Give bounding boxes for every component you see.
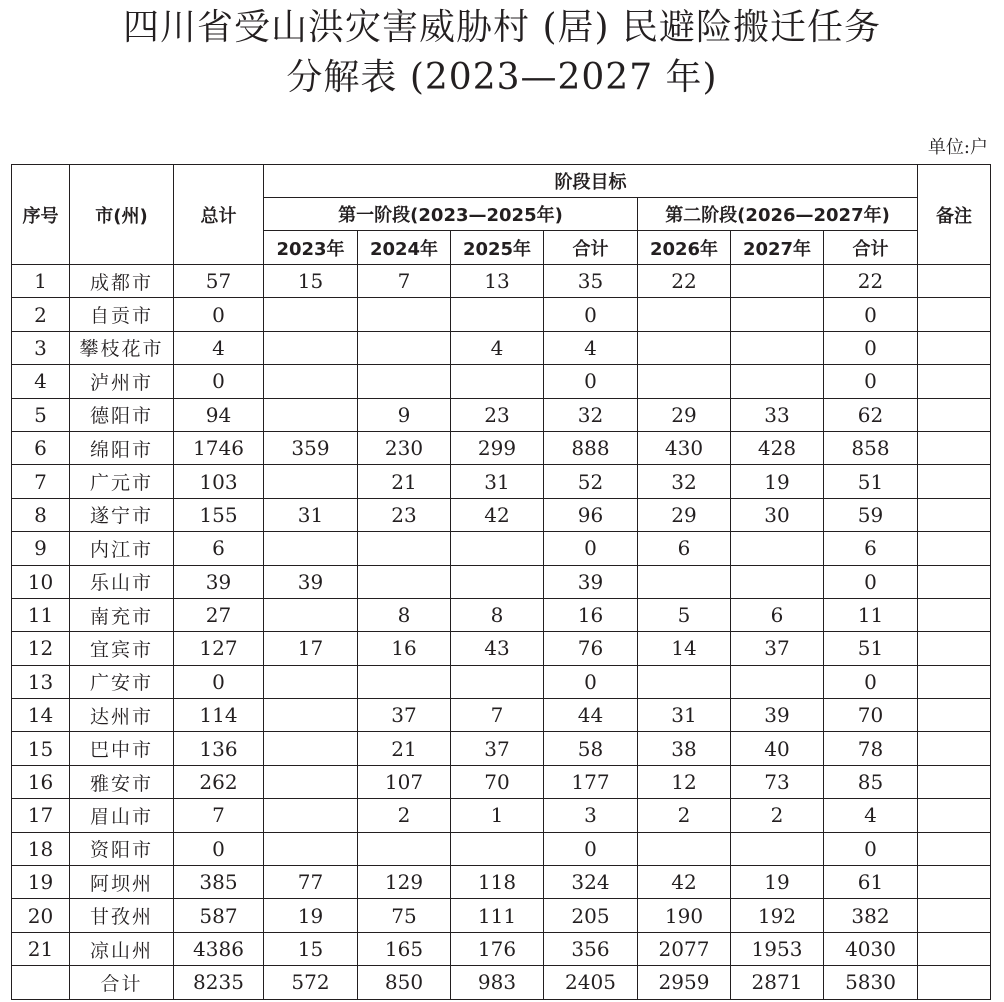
row-2024-cell: [358, 665, 451, 698]
row-2024-cell: 16: [358, 632, 451, 665]
header-subtotal-1: 合计: [544, 231, 638, 265]
row-2026-cell: 12: [638, 765, 731, 798]
table-row: [12, 832, 991, 865]
row-2024-cell: [358, 832, 451, 865]
row-subtotal-1-cell: 0: [544, 365, 638, 398]
row-2025-cell: 4: [451, 331, 544, 364]
table-row: [12, 732, 991, 765]
row-subtotal-2-cell: 382: [824, 899, 918, 932]
row-2024-cell: 21: [358, 732, 451, 765]
row-seq-cell: 8: [12, 498, 70, 531]
row-2027-cell: 1953: [731, 932, 824, 965]
row-total-cell: 1746: [174, 431, 264, 464]
table-row: [12, 932, 991, 965]
table-row: [12, 298, 991, 331]
row-subtotal-1-cell: 0: [544, 532, 638, 565]
row-subtotal-1-cell: 39: [544, 565, 638, 598]
row-remark-cell: [918, 431, 991, 464]
row-total-cell: 57: [174, 265, 264, 298]
row-subtotal-1-cell: 177: [544, 765, 638, 798]
row-city-cell: 达州市: [70, 699, 174, 732]
row-2025-cell: [451, 298, 544, 331]
row-2023-cell: 77: [264, 866, 358, 899]
table-body: [12, 265, 991, 1000]
row-total-cell: 39: [174, 565, 264, 598]
row-2023-cell: 359: [264, 431, 358, 464]
row-2023-cell: [264, 465, 358, 498]
header-2026: 2026年: [638, 231, 731, 265]
header-2023: 2023年: [264, 231, 358, 265]
row-remark-cell: [918, 465, 991, 498]
row-2026-cell: 5: [638, 598, 731, 631]
table-row: [12, 699, 991, 732]
row-city-cell: 甘孜州: [70, 899, 174, 932]
row-total-cell: 0: [174, 365, 264, 398]
row-city-cell: 眉山市: [70, 799, 174, 832]
row-city-cell: 阿坝州: [70, 866, 174, 899]
row-seq-cell: 14: [12, 699, 70, 732]
row-2026-cell: [638, 365, 731, 398]
row-2026-cell: [638, 298, 731, 331]
table-row: [12, 899, 991, 932]
unit-label: 单位:户: [927, 137, 988, 158]
total-cell: 8235: [174, 966, 264, 999]
total-cell: 5830: [824, 966, 918, 999]
total-label: 合计: [70, 966, 174, 999]
row-2025-cell: 111: [451, 899, 544, 932]
row-seq-cell: 20: [12, 899, 70, 932]
row-remark-cell: [918, 732, 991, 765]
row-2026-cell: 29: [638, 498, 731, 531]
table-row: [12, 398, 991, 431]
row-2026-cell: [638, 665, 731, 698]
row-2024-cell: 2: [358, 799, 451, 832]
table-row: [12, 532, 991, 565]
row-seq-cell: 4: [12, 365, 70, 398]
row-2024-cell: 129: [358, 866, 451, 899]
row-remark-cell: [918, 398, 991, 431]
table-row: [12, 665, 991, 698]
row-subtotal-1-cell: 58: [544, 732, 638, 765]
row-2025-cell: [451, 565, 544, 598]
header-2025: 2025年: [451, 231, 544, 265]
header-total: 总计: [174, 165, 264, 265]
row-2023-cell: [264, 799, 358, 832]
row-2027-cell: 33: [731, 398, 824, 431]
row-2024-cell: 23: [358, 498, 451, 531]
total-seq-cell: [12, 966, 70, 999]
row-2027-cell: [731, 565, 824, 598]
row-2027-cell: 6: [731, 598, 824, 631]
table-row: [12, 365, 991, 398]
table-row: [12, 632, 991, 665]
row-seq-cell: 15: [12, 732, 70, 765]
row-2025-cell: 37: [451, 732, 544, 765]
row-2027-cell: 19: [731, 866, 824, 899]
row-total-cell: 4: [174, 331, 264, 364]
row-remark-cell: [918, 365, 991, 398]
row-city-cell: 巴中市: [70, 732, 174, 765]
row-2026-cell: 430: [638, 431, 731, 464]
row-2025-cell: 1: [451, 799, 544, 832]
total-cell: 983: [451, 966, 544, 999]
row-remark-cell: [918, 899, 991, 932]
total-cell: 2405: [544, 966, 638, 999]
row-subtotal-2-cell: 4030: [824, 932, 918, 965]
row-2023-cell: [264, 765, 358, 798]
row-remark-cell: [918, 565, 991, 598]
row-city-cell: 内江市: [70, 532, 174, 565]
row-total-cell: 262: [174, 765, 264, 798]
row-2025-cell: 13: [451, 265, 544, 298]
row-city-cell: 广安市: [70, 665, 174, 698]
row-subtotal-2-cell: 6: [824, 532, 918, 565]
table-row: [12, 598, 991, 631]
row-2023-cell: [264, 699, 358, 732]
row-remark-cell: [918, 632, 991, 665]
row-seq-cell: 6: [12, 431, 70, 464]
row-total-cell: 587: [174, 899, 264, 932]
row-subtotal-1-cell: 32: [544, 398, 638, 431]
title-line-1: 四川省受山洪灾害威胁村 (居) 民避险搬迁任务: [123, 7, 881, 48]
row-subtotal-1-cell: 44: [544, 699, 638, 732]
row-remark-cell: [918, 598, 991, 631]
total-remark-cell: [918, 966, 991, 999]
row-city-cell: 乐山市: [70, 565, 174, 598]
row-2026-cell: 14: [638, 632, 731, 665]
row-2027-cell: 19: [731, 465, 824, 498]
total-cell: 850: [358, 966, 451, 999]
row-2023-cell: [264, 732, 358, 765]
row-2024-cell: 107: [358, 765, 451, 798]
row-subtotal-2-cell: 70: [824, 699, 918, 732]
row-seq-cell: 19: [12, 866, 70, 899]
row-subtotal-2-cell: 22: [824, 265, 918, 298]
row-remark-cell: [918, 665, 991, 698]
row-2023-cell: 19: [264, 899, 358, 932]
row-2026-cell: 190: [638, 899, 731, 932]
row-subtotal-2-cell: 78: [824, 732, 918, 765]
title-line-2: 分解表 (2023—2027 年): [286, 57, 718, 98]
row-seq-cell: 3: [12, 331, 70, 364]
row-2026-cell: 6: [638, 532, 731, 565]
row-2027-cell: 40: [731, 732, 824, 765]
header-city: 市(州): [70, 165, 174, 265]
row-seq-cell: 5: [12, 398, 70, 431]
row-city-cell: 泸州市: [70, 365, 174, 398]
row-2023-cell: 39: [264, 565, 358, 598]
row-total-cell: 155: [174, 498, 264, 531]
row-subtotal-1-cell: 96: [544, 498, 638, 531]
row-2023-cell: [264, 832, 358, 865]
row-2027-cell: [731, 532, 824, 565]
row-2026-cell: 32: [638, 465, 731, 498]
row-2023-cell: 15: [264, 265, 358, 298]
row-city-cell: 广元市: [70, 465, 174, 498]
row-remark-cell: [918, 331, 991, 364]
row-city-cell: 南充市: [70, 598, 174, 631]
header-stage-target: 阶段目标: [264, 165, 918, 198]
row-subtotal-2-cell: 0: [824, 365, 918, 398]
row-total-cell: 27: [174, 598, 264, 631]
row-subtotal-2-cell: 858: [824, 431, 918, 464]
row-2023-cell: [264, 298, 358, 331]
row-2026-cell: 42: [638, 866, 731, 899]
table-row: [12, 465, 991, 498]
row-2026-cell: 2: [638, 799, 731, 832]
row-city-cell: 德阳市: [70, 398, 174, 431]
row-subtotal-2-cell: 0: [824, 565, 918, 598]
row-2027-cell: 39: [731, 699, 824, 732]
row-seq-cell: 16: [12, 765, 70, 798]
header-remark: 备注: [918, 165, 991, 265]
row-2025-cell: 42: [451, 498, 544, 531]
row-subtotal-2-cell: 62: [824, 398, 918, 431]
row-2027-cell: 428: [731, 431, 824, 464]
row-remark-cell: [918, 699, 991, 732]
row-2027-cell: [731, 265, 824, 298]
row-subtotal-1-cell: 4: [544, 331, 638, 364]
row-2025-cell: 7: [451, 699, 544, 732]
row-2024-cell: [358, 298, 451, 331]
table-row: [12, 866, 991, 899]
row-2025-cell: 31: [451, 465, 544, 498]
row-city-cell: 成都市: [70, 265, 174, 298]
row-subtotal-2-cell: 85: [824, 765, 918, 798]
row-2025-cell: [451, 532, 544, 565]
header-stage-1: 第一阶段(2023—2025年): [264, 198, 638, 231]
row-2027-cell: [731, 665, 824, 698]
row-city-cell: 凉山州: [70, 932, 174, 965]
row-seq-cell: 10: [12, 565, 70, 598]
table-row: [12, 799, 991, 832]
row-2024-cell: 230: [358, 431, 451, 464]
row-seq-cell: 18: [12, 832, 70, 865]
table-row: [12, 431, 991, 464]
row-2024-cell: 7: [358, 265, 451, 298]
row-2024-cell: 165: [358, 932, 451, 965]
row-2025-cell: 176: [451, 932, 544, 965]
row-2024-cell: 8: [358, 598, 451, 631]
row-2025-cell: [451, 365, 544, 398]
row-subtotal-1-cell: 356: [544, 932, 638, 965]
row-remark-cell: [918, 498, 991, 531]
row-2023-cell: [264, 331, 358, 364]
row-2024-cell: [358, 532, 451, 565]
row-2026-cell: 31: [638, 699, 731, 732]
row-subtotal-1-cell: 52: [544, 465, 638, 498]
header-subtotal-2: 合计: [824, 231, 918, 265]
row-remark-cell: [918, 265, 991, 298]
row-2026-cell: 29: [638, 398, 731, 431]
row-subtotal-2-cell: 0: [824, 298, 918, 331]
row-remark-cell: [918, 866, 991, 899]
row-2024-cell: 37: [358, 699, 451, 732]
row-2025-cell: 299: [451, 431, 544, 464]
row-remark-cell: [918, 799, 991, 832]
row-total-cell: 385: [174, 866, 264, 899]
row-2023-cell: 31: [264, 498, 358, 531]
row-2023-cell: [264, 532, 358, 565]
header-seq: 序号: [12, 165, 70, 265]
row-total-cell: 103: [174, 465, 264, 498]
row-total-cell: 6: [174, 532, 264, 565]
row-city-cell: 雅安市: [70, 765, 174, 798]
row-subtotal-1-cell: 35: [544, 265, 638, 298]
row-seq-cell: 11: [12, 598, 70, 631]
row-2026-cell: [638, 331, 731, 364]
row-subtotal-1-cell: 205: [544, 899, 638, 932]
table-row: [12, 498, 991, 531]
row-subtotal-1-cell: 888: [544, 431, 638, 464]
row-2027-cell: [731, 832, 824, 865]
row-seq-cell: 9: [12, 532, 70, 565]
row-subtotal-1-cell: 16: [544, 598, 638, 631]
row-2023-cell: 15: [264, 932, 358, 965]
row-2027-cell: 37: [731, 632, 824, 665]
row-2023-cell: [264, 665, 358, 698]
row-seq-cell: 17: [12, 799, 70, 832]
row-city-cell: 自贡市: [70, 298, 174, 331]
row-2025-cell: [451, 665, 544, 698]
row-2027-cell: [731, 298, 824, 331]
row-total-cell: 0: [174, 832, 264, 865]
row-2026-cell: 2077: [638, 932, 731, 965]
row-2027-cell: 30: [731, 498, 824, 531]
row-2025-cell: 23: [451, 398, 544, 431]
row-2027-cell: [731, 365, 824, 398]
row-2023-cell: [264, 398, 358, 431]
row-2024-cell: 75: [358, 899, 451, 932]
row-remark-cell: [918, 532, 991, 565]
header-2027: 2027年: [731, 231, 824, 265]
total-cell: 2959: [638, 966, 731, 999]
row-subtotal-2-cell: 51: [824, 465, 918, 498]
row-2024-cell: 21: [358, 465, 451, 498]
row-2026-cell: [638, 832, 731, 865]
row-city-cell: 攀枝花市: [70, 331, 174, 364]
row-subtotal-2-cell: 59: [824, 498, 918, 531]
row-subtotal-1-cell: 3: [544, 799, 638, 832]
row-total-cell: 0: [174, 665, 264, 698]
row-total-cell: 4386: [174, 932, 264, 965]
row-subtotal-2-cell: 61: [824, 866, 918, 899]
row-2024-cell: 9: [358, 398, 451, 431]
row-subtotal-2-cell: 11: [824, 598, 918, 631]
row-2023-cell: [264, 598, 358, 631]
row-seq-cell: 2: [12, 298, 70, 331]
row-remark-cell: [918, 765, 991, 798]
row-city-cell: 遂宁市: [70, 498, 174, 531]
row-total-cell: 127: [174, 632, 264, 665]
row-remark-cell: [918, 832, 991, 865]
total-cell: 572: [264, 966, 358, 999]
row-remark-cell: [918, 932, 991, 965]
row-total-cell: 7: [174, 799, 264, 832]
row-2027-cell: [731, 331, 824, 364]
row-remark-cell: [918, 298, 991, 331]
row-2025-cell: 43: [451, 632, 544, 665]
row-seq-cell: 21: [12, 932, 70, 965]
row-subtotal-2-cell: 0: [824, 832, 918, 865]
row-2026-cell: [638, 565, 731, 598]
row-city-cell: 资阳市: [70, 832, 174, 865]
row-2025-cell: 8: [451, 598, 544, 631]
row-subtotal-1-cell: 0: [544, 665, 638, 698]
row-seq-cell: 1: [12, 265, 70, 298]
row-2025-cell: [451, 832, 544, 865]
row-total-cell: 136: [174, 732, 264, 765]
table-row: [12, 331, 991, 364]
table-row: [12, 565, 991, 598]
row-2024-cell: [358, 565, 451, 598]
row-subtotal-2-cell: 51: [824, 632, 918, 665]
row-2027-cell: 192: [731, 899, 824, 932]
row-subtotal-2-cell: 4: [824, 799, 918, 832]
row-seq-cell: 13: [12, 665, 70, 698]
row-city-cell: 宜宾市: [70, 632, 174, 665]
total-cell: 2871: [731, 966, 824, 999]
header-stage-2: 第二阶段(2026—2027年): [638, 198, 918, 231]
row-2027-cell: 73: [731, 765, 824, 798]
row-seq-cell: 7: [12, 465, 70, 498]
row-subtotal-1-cell: 76: [544, 632, 638, 665]
task-table: [11, 164, 991, 1000]
row-subtotal-1-cell: 324: [544, 866, 638, 899]
row-2024-cell: [358, 331, 451, 364]
row-total-cell: 114: [174, 699, 264, 732]
row-2026-cell: 22: [638, 265, 731, 298]
total-row: [12, 966, 991, 999]
row-2027-cell: 2: [731, 799, 824, 832]
table-row: [12, 765, 991, 798]
row-2025-cell: 118: [451, 866, 544, 899]
row-subtotal-2-cell: 0: [824, 331, 918, 364]
row-subtotal-2-cell: 0: [824, 665, 918, 698]
row-subtotal-1-cell: 0: [544, 298, 638, 331]
row-2024-cell: [358, 365, 451, 398]
row-city-cell: 绵阳市: [70, 431, 174, 464]
row-total-cell: 94: [174, 398, 264, 431]
row-2025-cell: 70: [451, 765, 544, 798]
row-2026-cell: 38: [638, 732, 731, 765]
row-total-cell: 0: [174, 298, 264, 331]
row-subtotal-1-cell: 0: [544, 832, 638, 865]
row-seq-cell: 12: [12, 632, 70, 665]
row-2023-cell: [264, 365, 358, 398]
row-2023-cell: 17: [264, 632, 358, 665]
table-row: [12, 265, 991, 298]
header-2024: 2024年: [358, 231, 451, 265]
